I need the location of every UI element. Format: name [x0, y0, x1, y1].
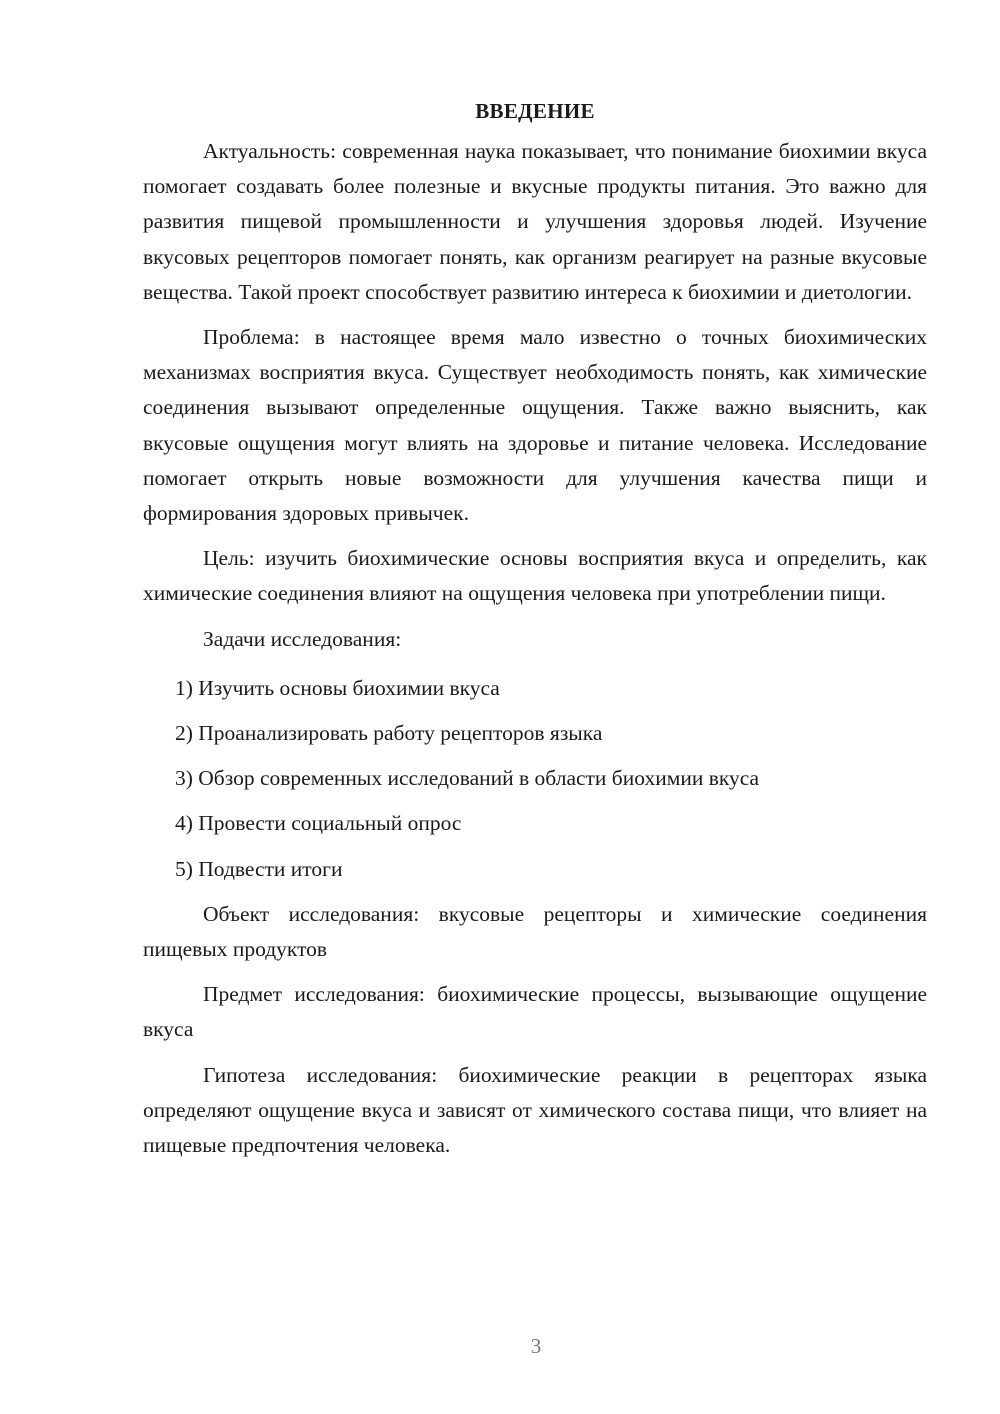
page-title: ВВЕДЕНИЕ: [475, 99, 595, 123]
list-item: 2) Проанализировать работу рецепторов языка: [175, 721, 603, 746]
object-paragraph: Объект исследования: вкусовые рецепторы и химические соединения пищевых продуктов: [143, 901, 927, 962]
page-number: 3: [530, 1334, 542, 1358]
problem-paragraph: Проблема: в настоящее время мало известно о точных биохимических механизмах восприятия вкуса. Существует необходимость понять, как химические соединения вызывают определенные ощущения. Также важно выяснить, как вкусовые ощущения могут влиять на здоровье и питание человека. Исследование помогает открыть новые возможности для улучшения качества пищи и формирования здоровых привычек.: [143, 325, 927, 526]
task-list: [143, 671, 927, 887]
hypothesis-paragraph: Гипотеза исследования: биохимические реакции в рецепторах языка определяют ощущение вкуса и зависят от химического состава пищи, что влияет на пищевые предпочтения человека.: [143, 1062, 927, 1158]
list-item: 3) Обзор современных исследований в области биохимии вкуса: [175, 766, 760, 791]
page-content: [143, 96, 927, 1173]
list-item: 4) Провести социальный опрос: [175, 811, 462, 836]
relevance-paragraph: Актуальность: современная наука показывает, что понимание биохимии вкуса помогает создавать более полезные и вкусные продукты питания. Это важно для развития пищевой промышленности и улучшения здоровья людей. Изучение вкусовых рецепторов помогает понять, как организм реагирует на разные вкусовые вещества. Такой проект способствует развитию интереса к биохимии и диетологии.: [143, 139, 927, 304]
list-item: 5) Подвести итоги: [175, 856, 343, 881]
tasks-title: Задачи исследования:: [203, 626, 402, 651]
subject-paragraph: Предмет исследования: биохимические процессы, вызывающие ощущение вкуса: [143, 982, 927, 1042]
list-item: 1) Изучить основы биохимии вкуса: [175, 675, 500, 700]
goal-paragraph: Цель: изучить биохимические основы восприятия вкуса и определить, как химические соединения влияют на ощущения человека при употреблении пищи.: [143, 546, 927, 606]
